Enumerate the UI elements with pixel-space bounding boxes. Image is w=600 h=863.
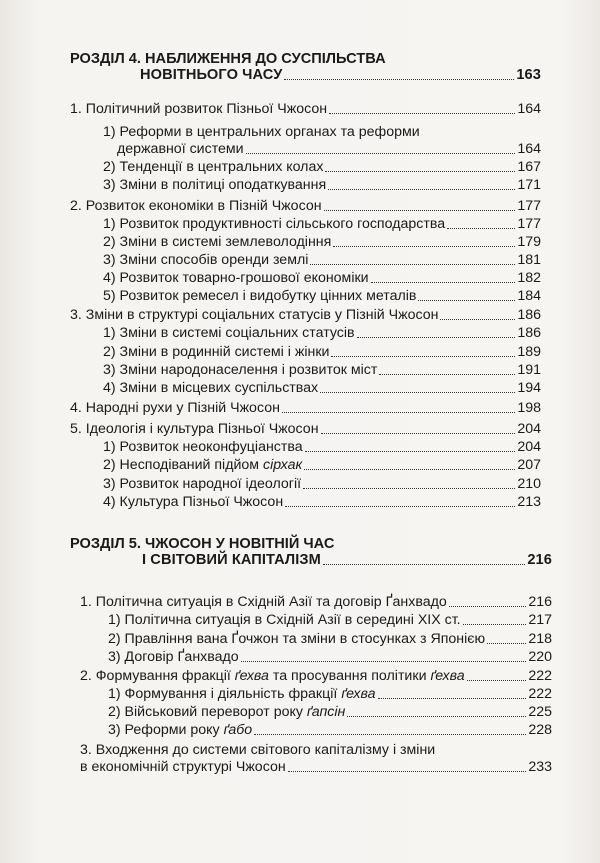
chapter5-entry[interactable]: [142, 552, 552, 569]
toc-entry[interactable]: [103, 288, 541, 305]
leader-dots: [331, 356, 515, 357]
leader-dots: [310, 264, 515, 265]
leader-dots: [246, 153, 516, 154]
entry-label: 3. Зміни в структурі соціальних статусів у Пізній Чжосон: [70, 307, 439, 323]
page-number: 177: [517, 216, 541, 232]
leader-dots: [378, 698, 527, 699]
page-number: 186: [517, 325, 541, 341]
toc-entry[interactable]: [103, 362, 541, 379]
leader-dots: [324, 210, 516, 211]
toc-entry[interactable]: [108, 612, 552, 629]
leader-dots: [303, 488, 515, 489]
entry-label: 2) Тенденції в центральних колах: [103, 159, 324, 175]
entry-label: 2) Правління вана Ґочжон та зміни в стосунках з Японією: [108, 631, 486, 647]
toc-entry[interactable]: [103, 494, 541, 511]
page-number: 186: [517, 307, 541, 323]
leader-dots: [447, 228, 515, 229]
toc-entry[interactable]: [103, 439, 541, 456]
page-number: 213: [517, 494, 541, 510]
toc-entry[interactable]: [80, 594, 552, 611]
toc-entry[interactable]: [103, 216, 541, 233]
page-number: 191: [517, 362, 541, 378]
leader-dots: [282, 412, 515, 413]
page-number: 194: [517, 380, 541, 396]
entry-label-italic: ґехва: [234, 668, 269, 684]
leader-dots: [320, 392, 515, 393]
leader-dots: [328, 189, 515, 190]
entry-label: 1) Зміни в системі соціальних статусів: [103, 325, 355, 341]
entry-label: 5) Розвиток ремесел і видобутку цінних металів: [103, 288, 417, 304]
entry-label: 3) Зміни народонаселення і розвиток міст: [103, 362, 378, 378]
leader-dots: [347, 716, 526, 717]
entry-label-italic: ґапсін: [306, 704, 346, 720]
entry-label: 4) Культура Пізньої Чжосон: [103, 494, 284, 510]
entry-label: 3) Реформи року: [108, 722, 220, 738]
entry-label-italic: сірхак: [263, 457, 303, 473]
entry-label: 2) Несподіваний підйом: [103, 457, 260, 473]
entry-label: 1) Реформи в центральних органах та реформи: [103, 124, 420, 140]
leader-dots: [440, 319, 515, 320]
toc-entry[interactable]: [108, 631, 552, 648]
toc-entry[interactable]: [70, 400, 541, 417]
page-number: 217: [528, 612, 552, 628]
entry-label: 1) Формування і діяльність фракції: [108, 686, 338, 702]
page-number: 218: [528, 631, 552, 647]
page-number: 164: [517, 101, 541, 117]
entry-label: 4) Розвиток товарно-грошової економіки: [103, 270, 369, 286]
entry-label-italic: ґабо: [223, 722, 253, 738]
page-number: 171: [517, 177, 541, 193]
leader-dots: [463, 624, 527, 625]
toc-entry[interactable]: [103, 234, 541, 251]
chapter4-title-line2: НОВІТНЬОГО ЧАСУ: [140, 67, 283, 83]
toc-entry[interactable]: [103, 270, 541, 287]
leader-dots: [379, 374, 515, 375]
toc-entry[interactable]: [70, 421, 541, 438]
chapter4-entry[interactable]: [140, 67, 541, 84]
entry-label-italic: ґехва: [341, 686, 376, 702]
leader-dots: [284, 79, 514, 80]
leader-dots: [467, 680, 527, 681]
entry-label: 2) Військовий переворот року: [108, 704, 303, 720]
entry-label: 3) Розвиток народної ідеології: [103, 476, 302, 492]
toc-entry[interactable]: [103, 457, 541, 474]
page-number: 181: [517, 252, 541, 268]
entry-label: 1. Політична ситуація в Східній Азії та договір Ґанхвадо: [80, 594, 447, 610]
chapter4-title-line1: РОЗДІЛ 4. НАБЛИЖЕННЯ ДО СУСПІЛЬСТВА: [70, 51, 386, 67]
toc-entry[interactable]: [103, 159, 541, 176]
page-number: 179: [517, 234, 541, 250]
entry-label: 2) Зміни в родинній системі і жінки: [103, 344, 330, 360]
leader-dots: [305, 451, 516, 452]
page-number: 204: [517, 421, 541, 437]
page-number: 225: [528, 704, 552, 720]
leader-dots: [329, 113, 515, 114]
toc-entry[interactable]: [80, 759, 552, 776]
leader-dots: [325, 171, 515, 172]
entry-label: 4. Народні рухи у Пізній Чжосон: [70, 400, 280, 416]
leader-dots: [449, 606, 527, 607]
leader-dots: [254, 734, 526, 735]
toc-entry[interactable]: [117, 141, 541, 158]
leader-dots: [321, 433, 516, 434]
entry-label: 3) Зміни способів оренди землі: [103, 252, 309, 268]
page-number: 167: [517, 159, 541, 175]
entry-label-cont: державної системи: [117, 141, 244, 157]
page-number: 222: [528, 686, 552, 702]
page-number: 222: [528, 668, 552, 684]
toc-entry[interactable]: [103, 344, 541, 361]
toc-entry[interactable]: [103, 476, 541, 493]
page-number: 228: [528, 722, 552, 738]
toc-entry[interactable]: [70, 307, 541, 324]
leader-dots: [418, 300, 515, 301]
toc-entry[interactable]: [108, 704, 552, 721]
entry-label-middle: та просування політики: [268, 668, 427, 684]
entry-label: 3) Договір Ґанхвадо: [108, 649, 239, 665]
toc-entry[interactable]: [70, 198, 541, 215]
entry-label: 1) Розвиток неоконфуціанства: [103, 439, 303, 455]
leader-dots: [285, 506, 515, 507]
toc-entry[interactable]: [103, 252, 541, 269]
leader-dots: [333, 246, 515, 247]
toc-entry[interactable]: [108, 649, 552, 666]
toc-entry[interactable]: [108, 722, 552, 739]
chapter5-title-line1: РОЗДІЛ 5. ЧЖОСОН У НОВІТНІЙ ЧАС: [70, 536, 335, 552]
toc-entry[interactable]: [103, 177, 541, 194]
leader-dots: [304, 469, 515, 470]
leader-dots: [371, 282, 516, 283]
page-number: 189: [517, 344, 541, 360]
entry-label: 3) Зміни в політиці оподаткування: [103, 177, 327, 193]
toc-entry[interactable]: [70, 101, 541, 118]
entry-label: 1) Розвиток продуктивності сільського господарства: [103, 216, 446, 232]
page-number: 198: [517, 400, 541, 416]
leader-dots: [487, 643, 526, 644]
page-number: 233: [528, 759, 552, 775]
entry-label: 4) Зміни в місцевих суспільствах: [103, 380, 319, 396]
leader-dots: [288, 771, 527, 772]
entry-label: 2) Зміни в системі землеволодіння: [103, 234, 332, 250]
toc-entry[interactable]: [80, 668, 552, 685]
toc-entry[interactable]: [103, 325, 541, 342]
page-number: 177: [517, 198, 541, 214]
page-number: 210: [517, 476, 541, 492]
page-number: 163: [516, 67, 541, 83]
leader-dots: [323, 564, 525, 565]
chapter5-title-line2: І СВІТОВИЙ КАПІТАЛІЗМ: [142, 552, 321, 568]
toc-entry[interactable]: [108, 686, 552, 703]
entry-label: 2. Розвиток економіки в Пізній Чжосон: [70, 198, 322, 214]
entry-label: 1. Політичний розвиток Пізньої Чжосон: [70, 101, 328, 117]
leader-dots: [241, 661, 527, 662]
entry-label: 1) Політична ситуація в Східній Азії в середині XIX ст.: [108, 612, 461, 628]
page-number: 216: [527, 552, 552, 568]
entry-label: 5. Ідеологія і культура Пізньої Чжосон: [70, 421, 319, 437]
toc-entry[interactable]: [103, 380, 541, 397]
page-number: 184: [517, 288, 541, 304]
entry-label: 2. Формування фракції: [80, 668, 231, 684]
entry-label-cont: в економічній структурі Чжосон: [80, 759, 286, 775]
page-number: 204: [517, 439, 541, 455]
entry-label-italic: ґехва: [430, 668, 465, 684]
leader-dots: [357, 337, 516, 338]
page-number: 207: [517, 457, 541, 473]
page-number: 216: [528, 594, 552, 610]
page-number: 164: [517, 141, 541, 157]
entry-label: 3. Входження до системи світового капіталізму і зміни: [80, 742, 436, 758]
page-number: 220: [528, 649, 552, 665]
page-number: 182: [517, 270, 541, 286]
